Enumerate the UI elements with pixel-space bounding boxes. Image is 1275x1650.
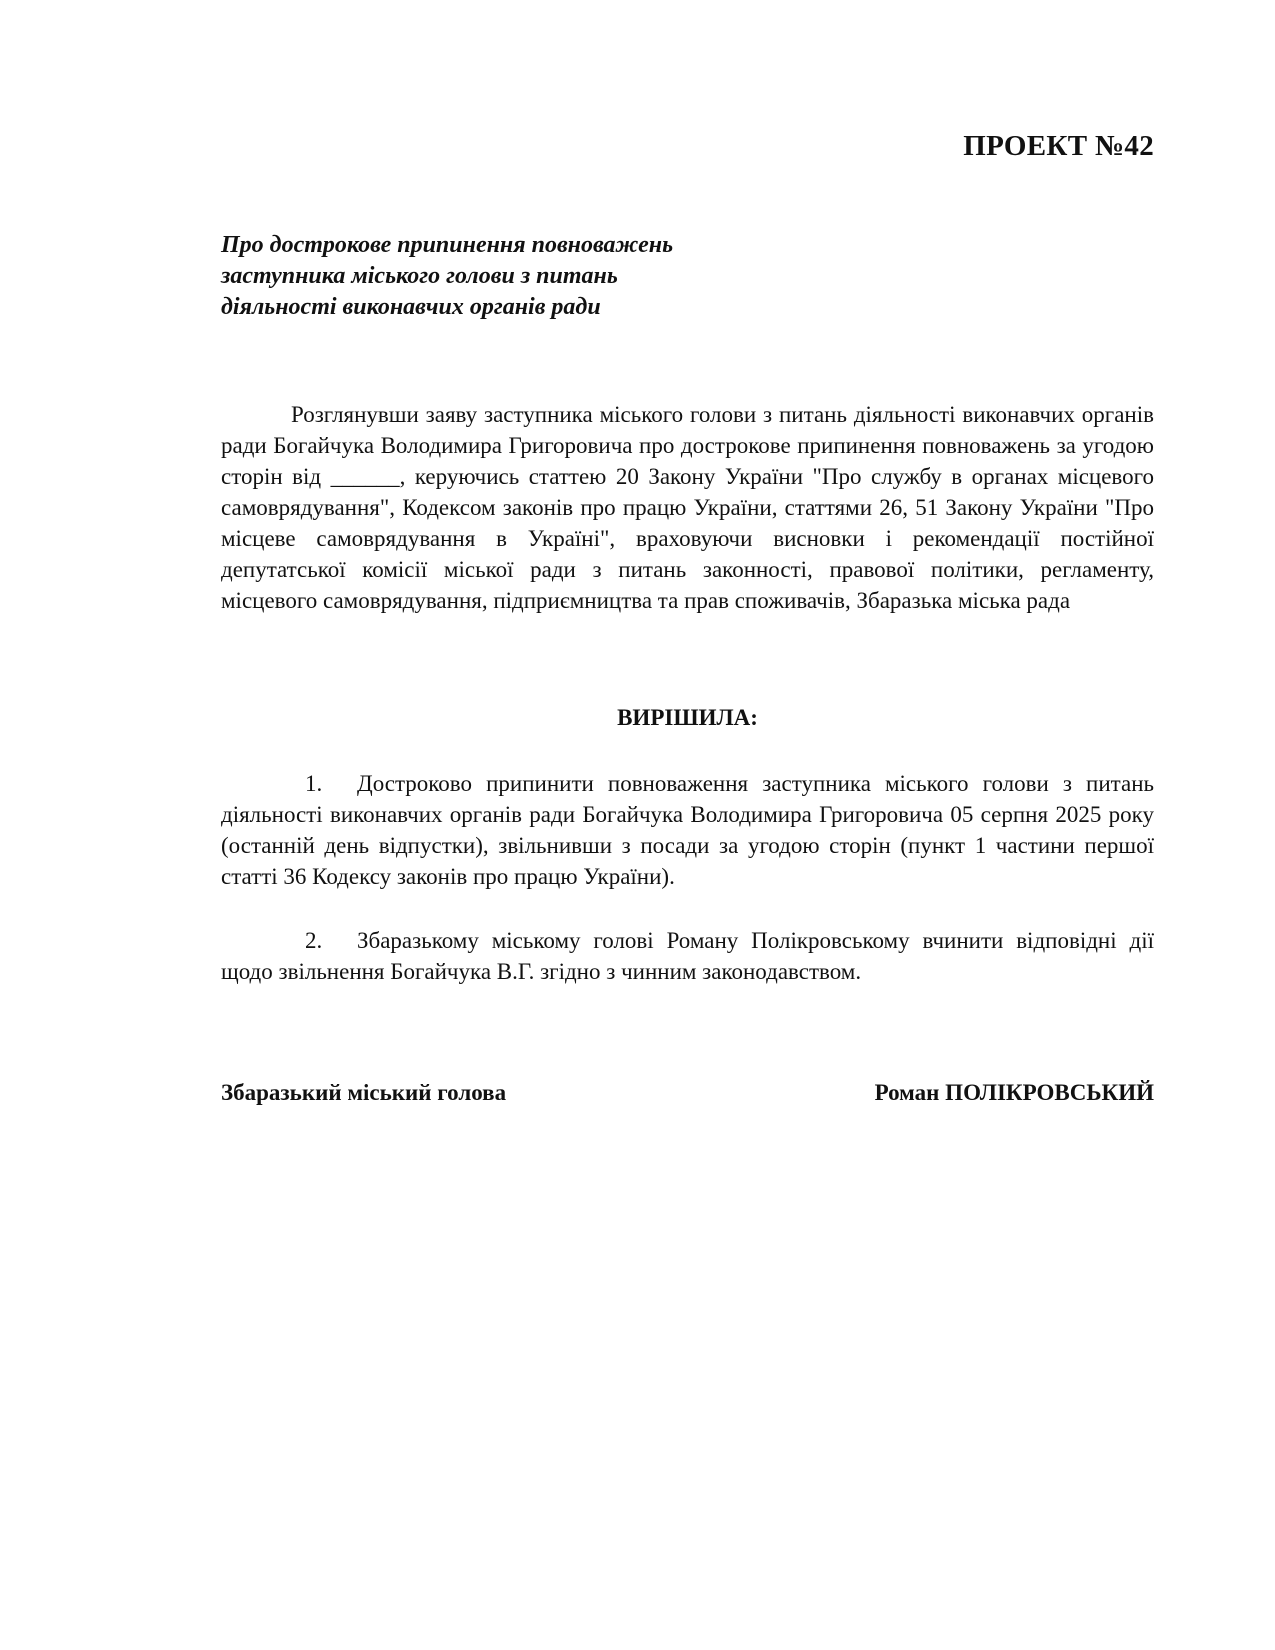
project-number: ПРОЕКТ №42 — [963, 130, 1154, 162]
document-title — [221, 230, 781, 323]
decision-item — [221, 925, 1154, 987]
decided-heading: ВИРІШИЛА: — [617, 705, 758, 730]
item-number: 1. — [305, 771, 323, 796]
item-number: 2. — [305, 928, 323, 953]
signature-name: Роман ПОЛІКРОВСЬКИЙ — [874, 1080, 1154, 1105]
decision-item — [221, 768, 1154, 892]
item-text: Достроково припинити повноваження заступника міського голови з питань діяльності виконавчих органів ради Богайчука Володимира Григоровича 05 серпня 2025 року (останній день відпустки), звільнивши з посади за угодою сторін (пункт 1 частини першої статті 36 Кодексу законів про працю України). — [221, 771, 1154, 889]
signature-role: Збаразький міський голова — [221, 1080, 507, 1105]
title-line: Про дострокове припинення повноважень — [221, 232, 674, 258]
title-line: діяльності виконавчих органів ради — [221, 294, 601, 320]
preamble-paragraph: Розглянувши заяву заступника міського голови з питань діяльності виконавчих органів ради Богайчука Володимира Григоровича про дострокове припинення повноважень за угодою сторін від ______, керуючись статтею 20 Закону України "Про службу в органах місцевого самоврядування", Кодексом законів про працю України, статтями 26, 51 Закону України "Про місцеве самоврядування в Україні", враховуючи висновки і рекомендації постійної депутатської комісії міської ради з питань законності, правової політики, регламенту, місцевого самоврядування, підприємництва та прав споживачів, Збаразька міська рада — [221, 402, 1154, 613]
title-line: заступника міського голови з питань — [221, 263, 618, 289]
item-text: Збаразькому міському голові Роману Полікровському вчинити відповідні дії щодо звільнення Богайчука В.Г. згідно з чинним законодавством. — [221, 928, 1154, 984]
